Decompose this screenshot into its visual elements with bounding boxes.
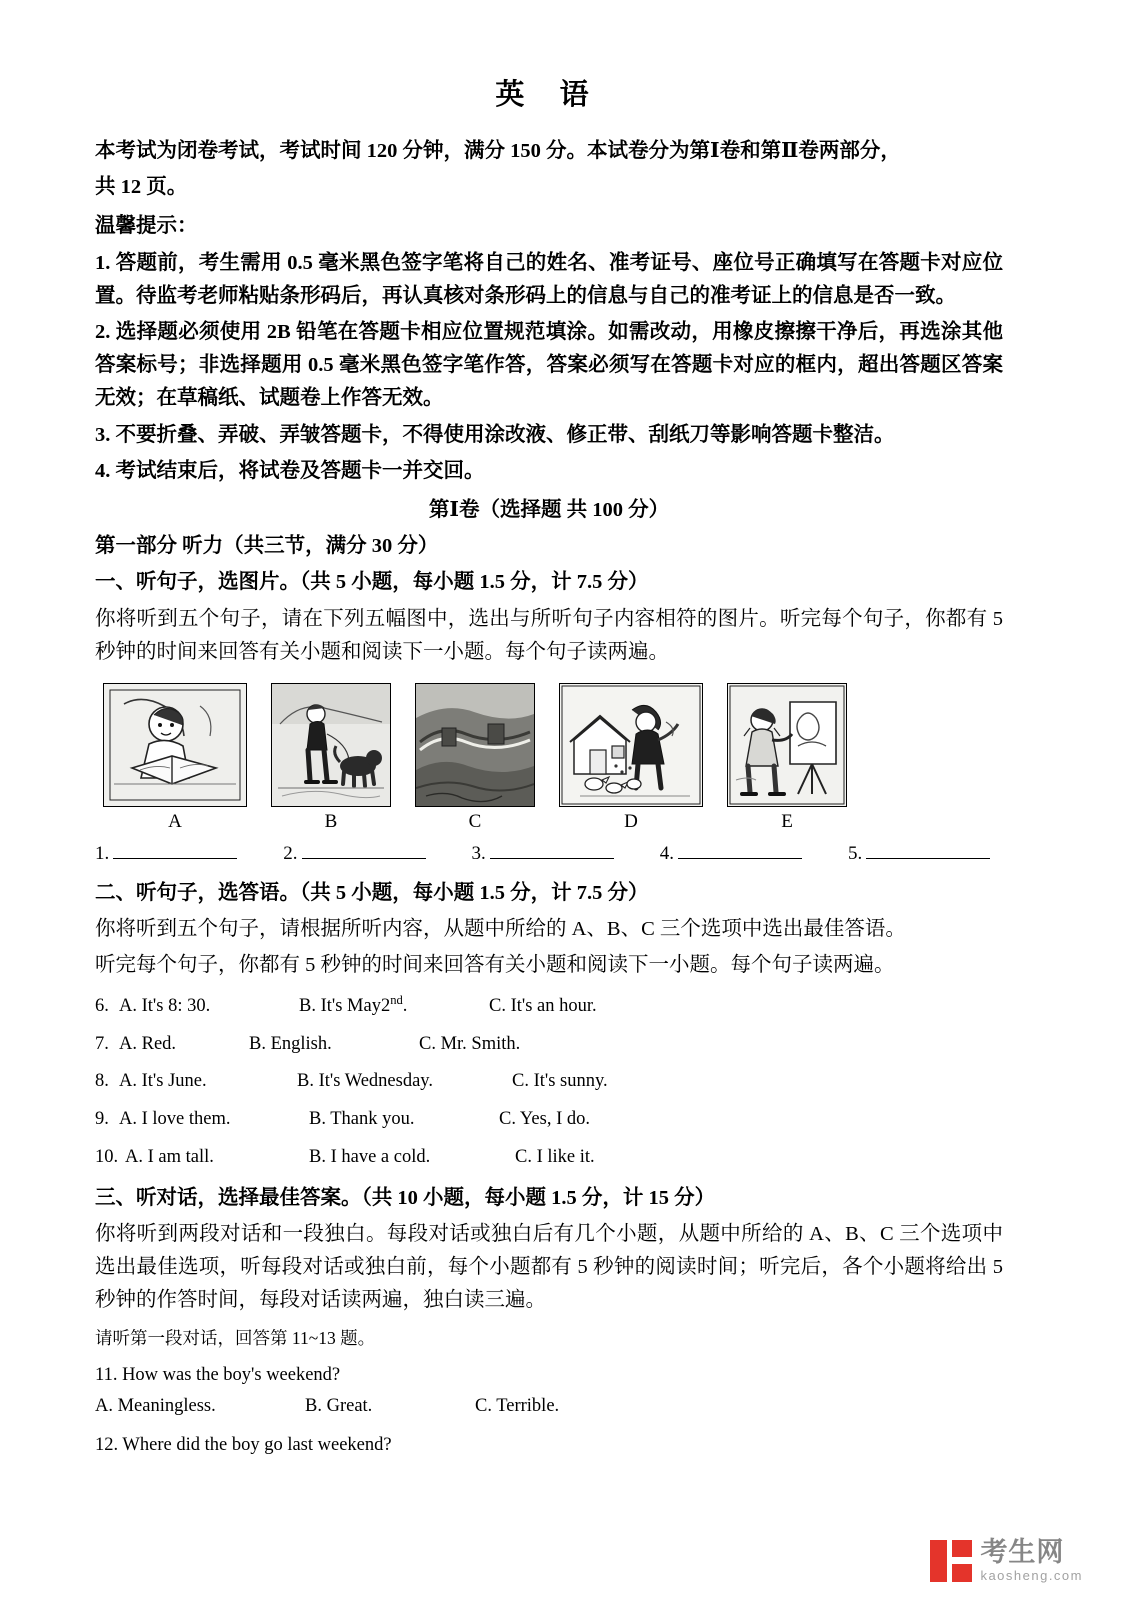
- question-9-option-b[interactable]: B. Thank you.: [309, 1109, 415, 1130]
- question-7-option-b[interactable]: B. English.: [249, 1033, 332, 1054]
- question-8: [95, 1068, 1003, 1096]
- answer-blank-3-line[interactable]: [490, 843, 614, 859]
- answer-blank-3-number: 3.: [471, 843, 486, 865]
- question-9-option-c[interactable]: C. Yes, I do.: [499, 1109, 590, 1130]
- question-8-option-a[interactable]: A. It's June.: [119, 1071, 207, 1092]
- picture-cell-c: [415, 683, 535, 833]
- question-6-option-a[interactable]: A. It's 8: 30.: [119, 995, 211, 1016]
- answer-blank-4-line[interactable]: [678, 843, 802, 859]
- picture-cell-d: [559, 683, 703, 833]
- section-one-directions: 你将听到五个句子，请在下列五幅图中，选出与所听句子内容相符的图片。听完每个句子，你都有 5 秒钟的时间来回答有关小题和阅读下一小题。每个句子读两遍。: [95, 607, 1003, 663]
- question-8-option-c[interactable]: C. It's sunny.: [512, 1071, 608, 1092]
- listening-picture-row: [95, 683, 1003, 833]
- picture-cell-b: [271, 683, 391, 833]
- great-wall-illustration: [416, 684, 534, 806]
- answer-blank-5-number: 5.: [848, 843, 863, 865]
- section-two-directions-2: 听完每个句子，你都有 5 秒钟的时间来回答有关小题和阅读下一小题。每个句子读两遍。: [95, 954, 895, 977]
- page-content: [95, 72, 1003, 1463]
- question-11-option-b[interactable]: B. Great.: [305, 1396, 373, 1417]
- tip-item-3: 3. 不要折叠、弄破、弄皱答题卡，不得使用涂改液、修正带、刮纸刀等影响答题卡整洁。: [95, 423, 895, 446]
- girl-reading-book-illustration: [104, 684, 246, 806]
- question-7: [95, 1031, 1003, 1059]
- girl-reading-book-picture: [103, 683, 247, 807]
- watermark-en: kaosheng.com: [980, 1568, 1083, 1583]
- section-two-heading: 二、听句子，选答语。（共 5 小题，每小题 1.5 分，计 7.5 分）: [95, 882, 649, 905]
- woman-feeding-chickens-illustration: [560, 684, 702, 806]
- question-8-number: 8.: [95, 1071, 109, 1092]
- question-10-option-c[interactable]: C. I like it.: [515, 1146, 595, 1167]
- answer-blanks-row: [95, 843, 1003, 865]
- question-9: [95, 1106, 1003, 1134]
- paper-one-header: 第Ⅰ卷（选择题 共 100 分）: [428, 499, 670, 522]
- part-one-heading: 第一部分 听力（共三节，满分 30 分）: [95, 535, 439, 558]
- question-6-option-b[interactable]: B. It's May2nd.: [299, 992, 408, 1016]
- question-6-number: 6.: [95, 995, 109, 1016]
- picture-label-d: D: [624, 811, 638, 833]
- question-10-number: 10.: [95, 1146, 119, 1167]
- question-11-options: [95, 1393, 1003, 1421]
- answer-blank-5[interactable]: [848, 843, 990, 865]
- picture-label-c: C: [468, 811, 482, 833]
- question-9-option-a[interactable]: A. I love them.: [119, 1109, 231, 1130]
- section-one-heading: 一、听句子，选图片。（共 5 小题，每小题 1.5 分，计 7.5 分）: [95, 571, 649, 594]
- section-two-questions: [95, 991, 1003, 1172]
- question-6-option-b-sup: nd: [390, 992, 403, 1007]
- question-11-option-c[interactable]: C. Terrible.: [475, 1396, 560, 1417]
- picture-label-e: E: [781, 811, 793, 833]
- question-9-number: 9.: [95, 1109, 109, 1130]
- page-title: 英 语: [495, 79, 603, 111]
- answer-blank-2-number: 2.: [283, 843, 298, 865]
- intro-line-2: 共 12 页。: [95, 176, 188, 199]
- great-wall-picture: [415, 683, 535, 807]
- answer-blank-5-line[interactable]: [866, 843, 990, 859]
- question-7-number: 7.: [95, 1033, 109, 1054]
- question-6-option-c[interactable]: C. It's an hour.: [489, 995, 597, 1016]
- answer-blank-1-number: 1.: [95, 843, 110, 865]
- question-8-option-b[interactable]: B. It's Wednesday.: [297, 1071, 433, 1092]
- answer-blank-1-line[interactable]: [113, 843, 237, 859]
- watermark-text: [980, 1539, 1083, 1582]
- woman-feeding-chickens-picture: [559, 683, 703, 807]
- question-7-option-c[interactable]: C. Mr. Smith.: [419, 1033, 521, 1054]
- section-three-sub-note: 请听第一段对话，回答第 11~13 题。: [95, 1328, 376, 1349]
- answer-blank-4-number: 4.: [659, 843, 674, 865]
- picture-label-a: A: [168, 811, 182, 833]
- answer-blank-3[interactable]: [472, 843, 614, 865]
- answer-blank-2-line[interactable]: [302, 843, 426, 859]
- girl-painting-picture: [727, 683, 847, 807]
- girl-painting-illustration: [728, 684, 846, 806]
- picture-cell-a: [103, 683, 247, 833]
- question-11-text: 11. How was the boy's weekend?: [95, 1364, 341, 1385]
- answer-blank-2[interactable]: [283, 843, 425, 865]
- watermark-cn: 考生网: [980, 1537, 1065, 1567]
- picture-cell-e: [727, 683, 847, 833]
- intro-line-1: 本考试为闭卷考试，考试时间 120 分钟，满分 150 分。本试卷分为第Ⅰ卷和第Ⅱ卷两部分，: [95, 140, 901, 162]
- question-12-text: 12. Where did the boy go last weekend?: [95, 1434, 392, 1455]
- section-three-directions: 你将听到两段对话和一段独白。每段对话或独白后有几个小题，从题中所给的 A、B、C 三个选项中选出最佳选项，听每段对话或独白前，每个小题都有 5 秒钟的阅读时间；听完后，各个小题将给出 5 秒钟的作答时间，每段对话读两遍，独白读三遍。: [95, 1222, 1003, 1312]
- boy-walking-dog-picture: [271, 683, 391, 807]
- question-10: [95, 1144, 1003, 1172]
- tip-item-2: 2. 选择题必须使用 2B 铅笔在答题卡相应位置规范填涂。如需改动，用橡皮擦擦干净后，再选涂其他答案标号；非选择题用 0.5 毫米黑色签字笔作答，答案必须写在答题卡对应的框内，超出答题区答案无效；在草稿纸、试题卷上作答无效。: [95, 321, 1003, 410]
- answer-blank-1[interactable]: [95, 843, 237, 865]
- kaosheng-logo-icon: [930, 1540, 972, 1582]
- question-10-option-a[interactable]: A. I am tall.: [125, 1146, 214, 1167]
- tip-item-1: 1. 答题前，考生需用 0.5 毫米黑色签字笔将自己的姓名、准考证号、座位号正确填写在答题卡对应位置。待监考老师粘贴条形码后，再认真核对条形码上的信息与自己的准考证上的信息是否一致。: [95, 251, 1003, 307]
- question-7-option-a[interactable]: A. Red.: [119, 1033, 177, 1054]
- answer-blank-4[interactable]: [660, 843, 802, 865]
- question-10-option-b[interactable]: B. I have a cold.: [309, 1146, 431, 1167]
- boy-walking-dog-illustration: [272, 684, 390, 806]
- section-two-directions-1: 你将听到五个句子，请根据所听内容，从题中所给的 A、B、C 三个选项中选出最佳答语。: [95, 918, 906, 941]
- question-11-option-a[interactable]: A. Meaningless.: [95, 1396, 216, 1417]
- watermark: [930, 1539, 1083, 1582]
- tip-item-4: 4. 考试结束后，将试卷及答题卡一并交回。: [95, 459, 485, 482]
- question-6: [95, 991, 1003, 1021]
- section-three-heading: 三、听对话，选择最佳答案。（共 10 小题，每小题 1.5 分，计 15 分）: [95, 1186, 716, 1209]
- tips-heading: 温馨提示：: [95, 215, 198, 238]
- picture-label-b: B: [324, 811, 338, 833]
